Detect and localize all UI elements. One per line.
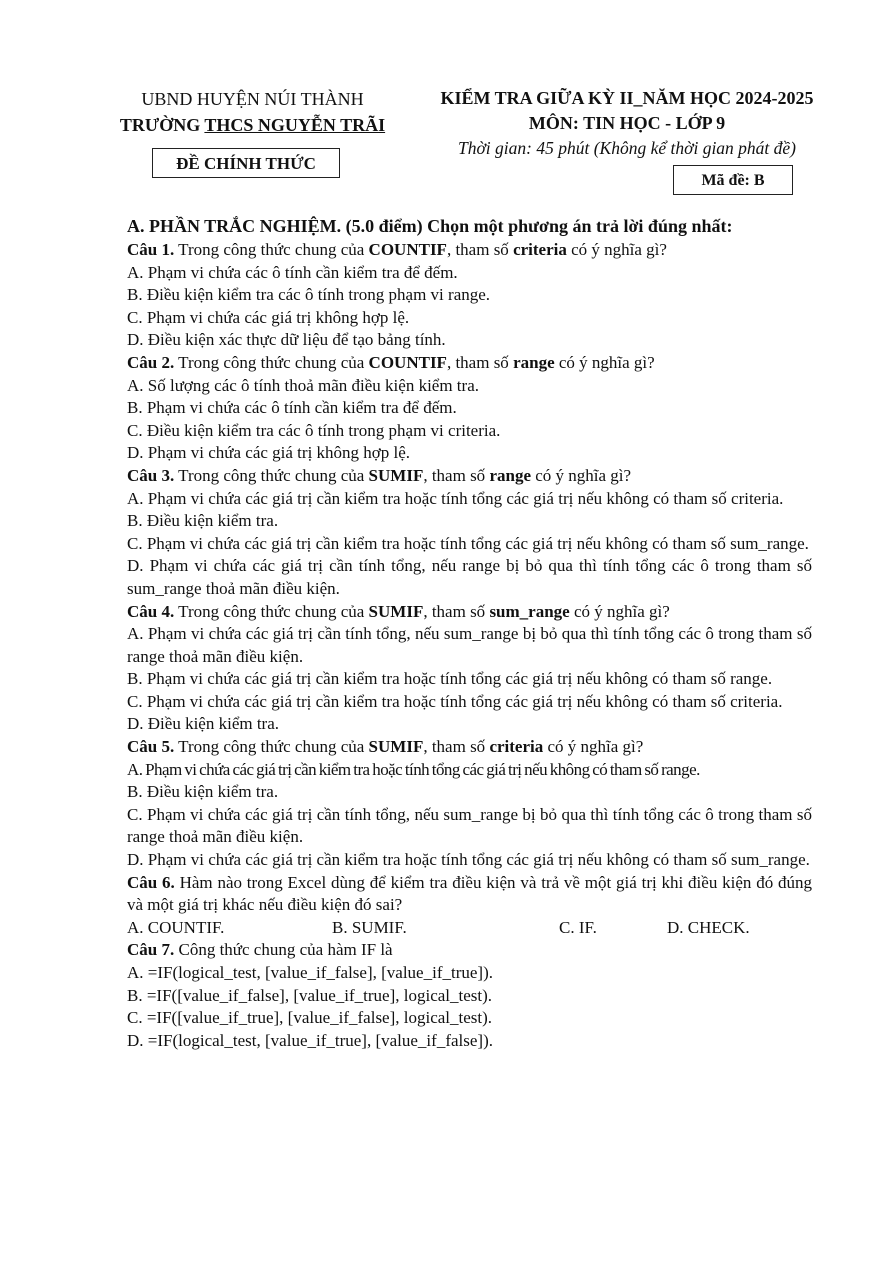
- question-keyword: range: [513, 352, 555, 372]
- question-stem: [127, 736, 812, 759]
- answer-option: D. Phạm vi chứa các giá trị cần kiểm tra hoặc tính tổng các giá trị nếu không có tham số sum_range.: [127, 850, 810, 870]
- question-keyword: SUMIF: [368, 737, 424, 757]
- answer-option: A. Phạm vi chứa các ô tính cần kiểm tra để đếm.: [127, 262, 458, 282]
- question-keyword: COUNTIF: [368, 352, 447, 372]
- question-keyword: sum_range: [489, 601, 570, 621]
- exam-title: KIỂM TRA GIỮA KỲ II_NĂM HỌC 2024-2025: [440, 88, 814, 108]
- exam-time: Thời gian: 45 phút (Không kể thời gian phát đề): [457, 138, 797, 158]
- section-a-title: A. PHẦN TRẮC NGHIỆM. (5.0 điểm) Chọn một phương án trả lời đúng nhất:: [127, 216, 733, 236]
- question-stem: [127, 352, 812, 375]
- question-text: , tham số: [423, 601, 490, 621]
- school-prefix: TRƯỜNG: [119, 115, 205, 135]
- exam-header: [0, 0, 893, 210]
- answer-option: D. =IF(logical_test, [value_if_true], [value_if_false]).: [127, 1030, 493, 1050]
- exam-content: [127, 214, 812, 1052]
- answer-option: C. Phạm vi chứa các giá trị cần tính tổng, nếu sum_range bị bỏ qua thì tính tổng các ô trong tham số range thoả mãn điều kiện.: [127, 804, 812, 847]
- official-label: ĐỀ CHÍNH THỨC: [152, 148, 340, 178]
- answer-option: D. Điều kiện kiểm tra.: [127, 714, 280, 734]
- answer-option-row: [127, 917, 812, 940]
- question-keyword: COUNTIF: [368, 240, 447, 259]
- question-text: có ý nghĩa gì?: [569, 601, 670, 621]
- answer-option: A. COUNTIF.: [127, 917, 225, 937]
- authority-name: UBND HUYỆN NÚI THÀNH: [141, 89, 364, 109]
- question-text: Công thức chung của hàm IF là: [174, 940, 393, 960]
- exam-info-block: [412, 86, 842, 161]
- answer-option: B. Phạm vi chứa các giá trị cần kiểm tra hoặc tính tổng các giá trị nếu không có tham số range.: [127, 669, 773, 689]
- answer-option: A. Phạm vi chứa các giá trị cần kiểm tra hoặc tính tổng các giá trị nếu không có tham số range.: [127, 759, 700, 779]
- question-keyword: SUMIF: [368, 465, 424, 485]
- answer-option: C. Phạm vi chứa các giá trị không hợp lệ.: [127, 307, 410, 327]
- question-number: Câu 3.: [127, 465, 175, 485]
- question-text: có ý nghĩa gì?: [543, 737, 644, 757]
- question-keyword: criteria: [489, 737, 544, 757]
- answer-option: D. CHECK.: [667, 917, 750, 937]
- question-keyword: SUMIF: [368, 601, 424, 621]
- answer-option: A. Số lượng các ô tính thoả mãn điều kiện kiểm tra.: [127, 375, 479, 395]
- school-name-underlined: THCS NGUYỄN TRÃI: [204, 115, 386, 135]
- question-stem: [127, 601, 812, 624]
- question-stem: [127, 465, 812, 488]
- answer-option: C. Phạm vi chứa các giá trị cần kiểm tra hoặc tính tổng các giá trị nếu không có tham số sum_range.: [127, 533, 809, 553]
- question-text: , tham số: [423, 737, 490, 757]
- question-text: , tham số: [446, 352, 514, 372]
- question-text: Trong công thức chung của: [174, 352, 369, 372]
- question-number: Câu 5.: [127, 737, 175, 757]
- answer-option: A. Phạm vi chứa các giá trị cần tính tổng, nếu sum_range bị bỏ qua thì tính tổng các ô trong tham số range thoả mãn điều kiện.: [127, 624, 812, 666]
- question-stem: [127, 872, 812, 917]
- answer-option: C. Điều kiện kiểm tra các ô tính trong phạm vi criteria.: [127, 420, 501, 440]
- answer-option: B. Phạm vi chứa các ô tính cần kiểm tra để đếm.: [127, 398, 457, 418]
- question-text: Hàm nào trong Excel dùng để kiểm tra điều kiện và trả về một giá trị khi điều kiện đó đúng và một giá trị khác nếu điều kiện đó sai?: [127, 872, 813, 915]
- answer-option: D. Điều kiện xác thực dữ liệu để tạo bảng tính.: [127, 330, 446, 350]
- answer-option: C. =IF([value_if_true], [value_if_false], logical_test).: [127, 1008, 493, 1028]
- exam-code: Mã đề: B: [673, 165, 793, 195]
- question-keyword: criteria: [513, 240, 567, 259]
- answer-option: B. Điều kiện kiểm tra.: [127, 511, 279, 531]
- answer-option: C. Phạm vi chứa các giá trị cần kiểm tra hoặc tính tổng các giá trị nếu không có tham số criteria.: [127, 691, 783, 711]
- school-block: [100, 86, 405, 138]
- question-text: Trong công thức chung của: [174, 737, 369, 757]
- question-number: Câu 6.: [127, 872, 175, 892]
- question-stem: [127, 939, 812, 962]
- answer-option: A. Phạm vi chứa các giá trị cần kiểm tra hoặc tính tổng các giá trị nếu không có tham số criteria.: [127, 488, 784, 508]
- question-text: , tham số: [423, 465, 490, 485]
- school-name: [100, 112, 405, 138]
- answer-option: D. Phạm vi chứa các giá trị cần tính tổng, nếu range bị bỏ qua thì tính tổng các ô trong tham số sum_range thoả mãn điều kiện.: [127, 556, 812, 598]
- question-stem: [127, 239, 812, 262]
- answer-option: B. Điều kiện kiểm tra các ô tính trong phạm vi range.: [127, 285, 491, 305]
- question-text: có ý nghĩa gì?: [566, 240, 667, 259]
- question-keyword: range: [489, 465, 531, 485]
- question-text: Trong công thức chung của: [174, 240, 369, 259]
- answer-option: B. Điều kiện kiểm tra.: [127, 782, 279, 802]
- answer-option: B. SUMIF.: [332, 917, 407, 937]
- question-text: Trong công thức chung của: [174, 465, 369, 485]
- answer-option: A. =IF(logical_test, [value_if_false], [value_if_true]).: [127, 963, 493, 982]
- question-number: Câu 1.: [127, 240, 175, 259]
- question-number: Câu 4.: [127, 601, 175, 621]
- answer-option: C. IF.: [559, 917, 597, 937]
- answer-option: B. =IF([value_if_false], [value_if_true], logical_test).: [127, 985, 493, 1005]
- question-text: , tham số: [446, 240, 514, 259]
- question-text: có ý nghĩa gì?: [554, 352, 655, 372]
- question-text: có ý nghĩa gì?: [530, 465, 632, 485]
- question-number: Câu 2.: [127, 352, 175, 372]
- answer-option: D. Phạm vi chứa các giá trị không hợp lệ.: [127, 443, 411, 463]
- question-number: Câu 7.: [127, 940, 175, 960]
- exam-subject: MÔN: TIN HỌC - LỚP 9: [528, 113, 726, 133]
- question-text: Trong công thức chung của: [174, 601, 369, 621]
